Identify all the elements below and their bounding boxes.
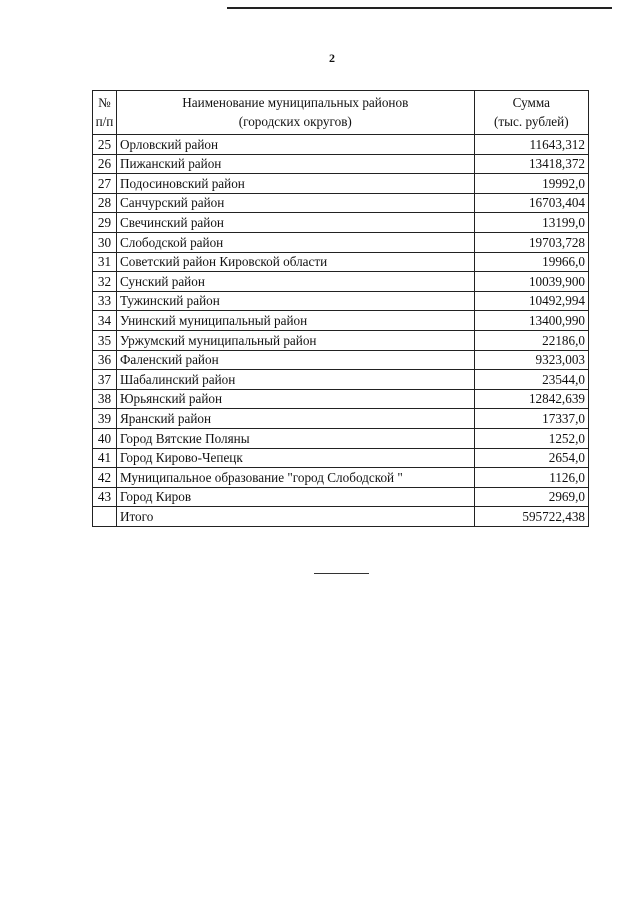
row-number: 32: [93, 272, 117, 292]
district-name: Уржумский муниципальный район: [116, 330, 474, 350]
row-number: 31: [93, 252, 117, 272]
row-number: 28: [93, 193, 117, 213]
table-row: [93, 154, 589, 174]
row-number: 37: [93, 370, 117, 390]
amount-cell: 1252,0: [474, 428, 588, 448]
district-name: Юрьянский район: [116, 389, 474, 409]
row-number: 41: [93, 448, 117, 468]
amount-cell: 13199,0: [474, 213, 588, 233]
row-number: 34: [93, 311, 117, 331]
row-number: [93, 507, 117, 527]
page-number: 2: [329, 51, 335, 65]
table-row: [93, 213, 589, 233]
row-number: 42: [93, 468, 117, 488]
header-name-line-2: (городских округов): [238, 114, 352, 129]
district-name: Сунский район: [116, 272, 474, 292]
amount-cell: 16703,404: [474, 193, 588, 213]
amount-cell: 13400,990: [474, 311, 588, 331]
header-num-line-1: №: [98, 95, 111, 110]
table-row: [93, 487, 589, 507]
district-name: Яранский район: [116, 409, 474, 429]
table-row: [93, 232, 589, 252]
row-number: 33: [93, 291, 117, 311]
row-number: 35: [93, 330, 117, 350]
table-header-row: [93, 91, 589, 135]
district-name: Свечинский район: [116, 213, 474, 233]
row-number: 25: [93, 135, 117, 155]
table-row: [93, 174, 589, 194]
row-number: 38: [93, 389, 117, 409]
district-name: Город Кирово-Чепецк: [116, 448, 474, 468]
row-number: 40: [93, 428, 117, 448]
district-name: Тужинский район: [116, 291, 474, 311]
district-name: Муниципальное образование "город Слободской ": [116, 468, 474, 488]
district-name: Орловский район: [116, 135, 474, 155]
amount-cell: 19966,0: [474, 252, 588, 272]
amount-cell: 2654,0: [474, 448, 588, 468]
table-row: [93, 272, 589, 292]
table-row: [93, 350, 589, 370]
amount-cell: 9323,003: [474, 350, 588, 370]
table-row: [93, 291, 589, 311]
district-name: Город Киров: [116, 487, 474, 507]
header-name-line-1: Наименование муниципальных районов: [182, 95, 409, 110]
table-row: [93, 409, 589, 429]
table-row: [93, 370, 589, 390]
table-row: [93, 389, 589, 409]
header-sum-line-2: (тыс. рублей): [494, 114, 569, 129]
amount-cell: 1126,0: [474, 468, 588, 488]
district-name: Итого: [116, 507, 474, 527]
amount-cell: 23544,0: [474, 370, 588, 390]
table-row: [93, 468, 589, 488]
amount-cell: 13418,372: [474, 154, 588, 174]
row-number: 43: [93, 487, 117, 507]
district-name: Унинский муниципальный район: [116, 311, 474, 331]
district-name: Санчурский район: [116, 193, 474, 213]
table-row: [93, 448, 589, 468]
table-row: [93, 193, 589, 213]
district-name: Слободской район: [116, 232, 474, 252]
header-sum-line-1: Сумма: [512, 95, 550, 110]
district-name: Шабалинский район: [116, 370, 474, 390]
allocation-table: [92, 90, 589, 527]
table-row: [93, 252, 589, 272]
amount-cell: 22186,0: [474, 330, 588, 350]
table-row: [93, 311, 589, 331]
row-number: 29: [93, 213, 117, 233]
row-number: 27: [93, 174, 117, 194]
row-number: 26: [93, 154, 117, 174]
amount-cell: 10039,900: [474, 272, 588, 292]
table-row: [93, 330, 589, 350]
amount-cell: 595722,438: [474, 507, 588, 527]
amount-cell: 19992,0: [474, 174, 588, 194]
row-number: 39: [93, 409, 117, 429]
bottom-rule: [314, 573, 369, 574]
district-name: Пижанский район: [116, 154, 474, 174]
header-num: [93, 91, 117, 135]
top-rule: [227, 7, 612, 9]
header-name: [116, 91, 474, 135]
amount-cell: 2969,0: [474, 487, 588, 507]
amount-cell: 19703,728: [474, 232, 588, 252]
header-num-line-2: п/п: [95, 114, 114, 129]
amount-cell: 10492,994: [474, 291, 588, 311]
table-body: [93, 135, 589, 527]
row-number: 36: [93, 350, 117, 370]
header-sum: [474, 91, 588, 135]
district-name: Фаленский район: [116, 350, 474, 370]
table-row: [93, 135, 589, 155]
amount-cell: 12842,639: [474, 389, 588, 409]
district-name: Город Вятские Поляны: [116, 428, 474, 448]
district-name: Советский район Кировской области: [116, 252, 474, 272]
total-row: [93, 507, 589, 527]
amount-cell: 17337,0: [474, 409, 588, 429]
row-number: 30: [93, 232, 117, 252]
table-row: [93, 428, 589, 448]
amount-cell: 11643,312: [474, 135, 588, 155]
district-name: Подосиновский район: [116, 174, 474, 194]
